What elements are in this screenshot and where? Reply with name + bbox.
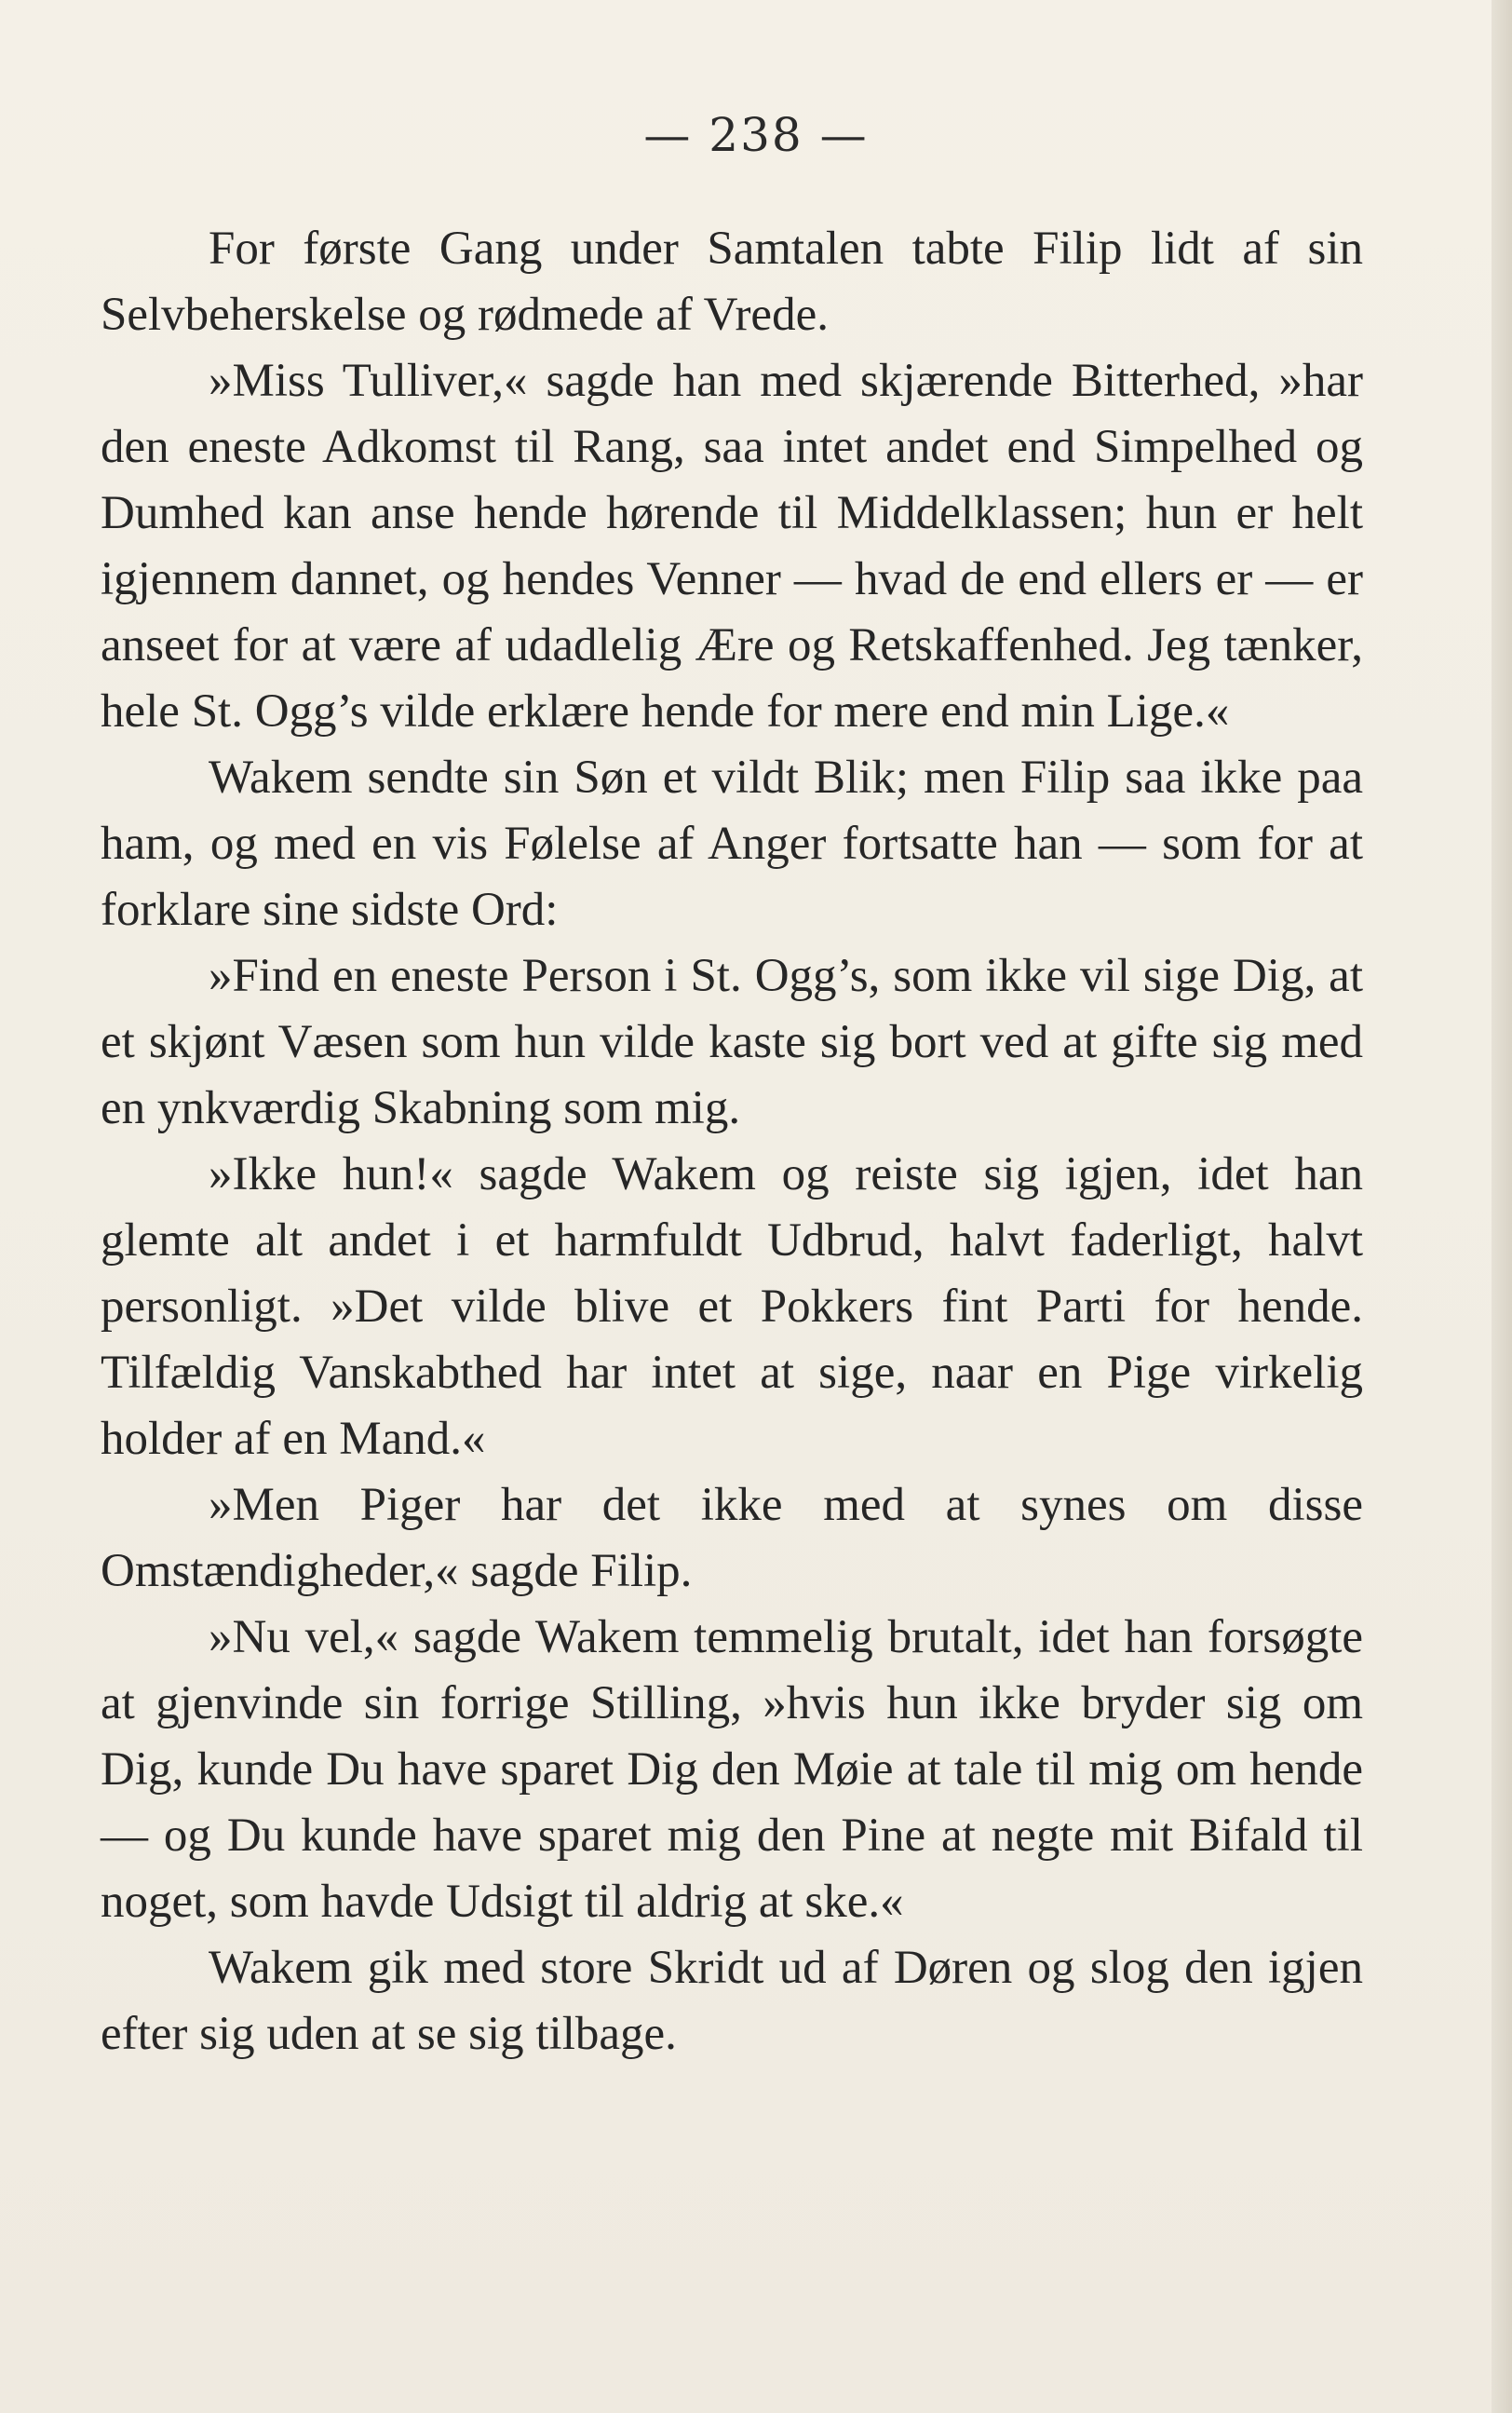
- paragraph: »Find en eneste Person i St. Ogg’s, som ikke vil sige Dig, at et skjønt Væsen som hun vilde kaste sig bort ved at gifte sig med en ynkværdig Skabning som mig.: [101, 950, 1363, 1134]
- page-number: — 238 —: [643, 108, 869, 162]
- paragraph: »Nu vel,« sagde Wakem temmelig brutalt, idet han forsøgte at gjenvinde sin forrige Stilling, »hvis hun ikke bryder sig om Dig, kunde Du have sparet Dig den Møie at tale til mig om hende — og Du kunde have sparet mig den Pine at negte mit Bifald til noget, som havde Udsigt til aldrig at ske.«: [101, 1611, 1363, 1928]
- paragraph: For første Gang under Samtalen tabte Filip lidt af sin Selvbeherskelse og rødmede af Vrede.: [101, 223, 1363, 341]
- paragraph: »Miss Tulliver,« sagde han med skjærende Bitterhed, »har den eneste Adkomst til Rang, saa intet andet end Simpelhed og Dumhed kan anse hende hørende til Middelklassen; hun er helt igjennem dannet, og hendes Venner — hvad de end ellers er — er anseet for at være af udadlelig Ære og Retskaffenhed. Jeg tænker, hele St. Ogg’s vilde erklære hende for mere end min Lige.«: [101, 355, 1363, 738]
- paragraph: Wakem gik med store Skridt ud af Døren og slog den igjen efter sig uden at se sig tilbage.: [101, 1942, 1363, 2060]
- paragraph: Wakem sendte sin Søn et vildt Blik; men Filip saa ikke paa ham, og med en vis Følelse af Anger fortsatte han — som for at forklare sine sidste Ord:: [101, 752, 1363, 936]
- body-text: [101, 216, 1363, 2067]
- paragraph: »Ikke hun!« sagde Wakem og reiste sig igjen, idet han glemte alt andet i et harmfuldt Udbrud, halvt faderligt, halvt personligt. »Det vilde blive et Pokkers fint Parti for hende. Tilfældig Vanskabthed har intet at sige, naar en Pige virkelig holder af en Mand.«: [101, 1148, 1363, 1465]
- page-edge-shadow: [1492, 0, 1512, 2413]
- paragraph: »Men Piger har det ikke med at synes om disse Omstændigheder,« sagde Filip.: [101, 1479, 1363, 1597]
